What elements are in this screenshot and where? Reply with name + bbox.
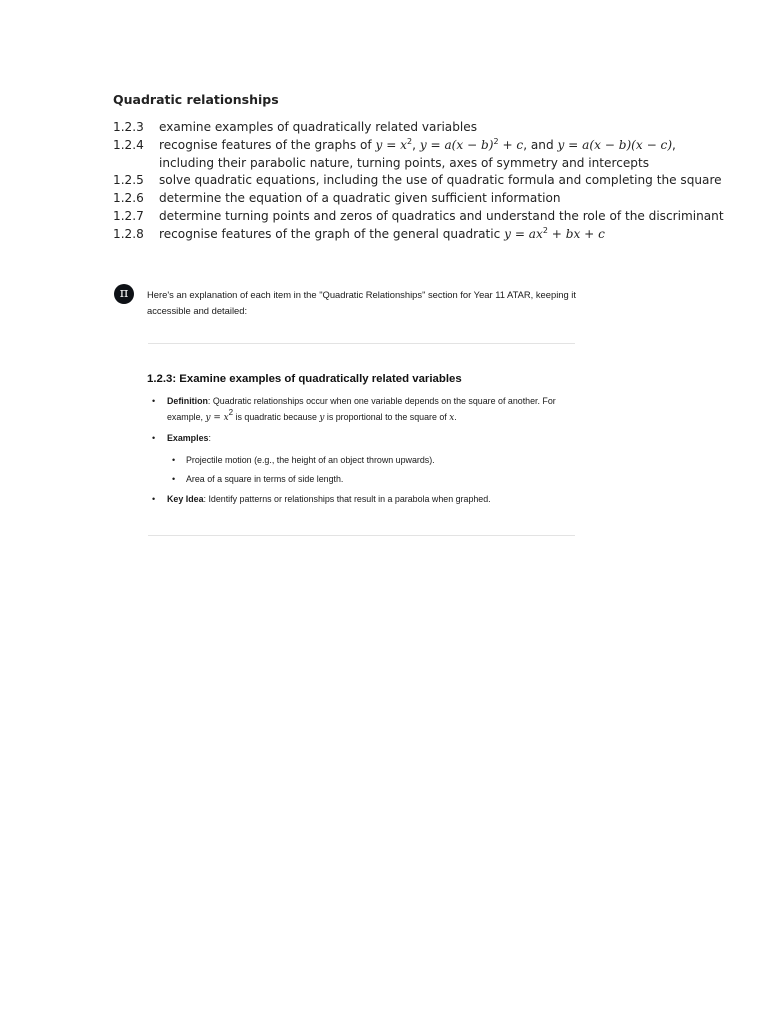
syllabus-item [110, 226, 670, 244]
item-text: including their parabolic nature, turning points, axes of symmetry and intercepts [159, 155, 650, 170]
response-intro: Here's an explanation of each item in the "Quadratic Relationships" section for Year 11 ATAR, keeping it accessible and detailed: [147, 289, 576, 316]
item-code: 1.2.4 [113, 137, 144, 152]
examples-list [167, 452, 587, 487]
list-item: • Projectile motion (e.g., the height of an object thrown upwards). [167, 452, 587, 468]
divider [148, 535, 575, 536]
list-item-key-idea: • Key Idea: Identify patterns or relationships that result in a parabola when graphed. [147, 491, 587, 507]
item-text: recognise features of the graphs of $y = x^2$, $y = a(x - b)^2 + c$, and y = a(x − b)(x − c), [159, 136, 676, 152]
section-title: 1.2.3: Examine examples of quadratically related variables [147, 373, 462, 385]
item-text: examine examples of quadratically related variables [159, 120, 477, 134]
item-code: 1.2.3 [113, 120, 144, 134]
syllabus-item [110, 119, 670, 137]
syllabus-item [110, 190, 670, 208]
item-text: determine turning points and zeros of quadratics and understand the role of the discriminant [159, 208, 724, 223]
item-text: determine the equation of a quadratic given sufficient information [159, 191, 561, 206]
assistant-avatar-icon: π [114, 284, 134, 304]
section-1-2-3 [147, 373, 587, 511]
syllabus-item [110, 172, 722, 190]
item-text: recognise features of the graph of the general quadratic $y = ax^2$ + bx + c [159, 225, 605, 241]
item-code: 1.2.6 [113, 191, 144, 206]
syllabus-heading: Quadratic relationships [113, 92, 279, 107]
item-text: solve quadratic equations, including the use of quadratic formula and completing the square [159, 173, 722, 188]
list-item: • Area of a square in terms of side length. [167, 471, 587, 487]
divider [148, 343, 575, 344]
item-code: 1.2.5 [113, 173, 144, 188]
syllabus-item [110, 208, 724, 226]
item-code: 1.2.8 [113, 226, 144, 241]
item-code [110, 155, 159, 173]
item-code: 1.2.7 [113, 208, 144, 223]
list-item-definition: • Definition: Quadratic relationships occur when one variable depends on the square of another. For example, $y = x^2$ is quadratic because y is proportional to the square of x. [147, 393, 587, 426]
syllabus-excerpt [110, 92, 724, 244]
syllabus-item-continuation [110, 155, 670, 173]
syllabus-item [110, 136, 676, 155]
list-item-examples: • Examples: • Projectile motion (e.g., the height of an object thrown upwards). • Area of a square in terms of side length. [147, 430, 587, 487]
section-list [147, 393, 587, 507]
